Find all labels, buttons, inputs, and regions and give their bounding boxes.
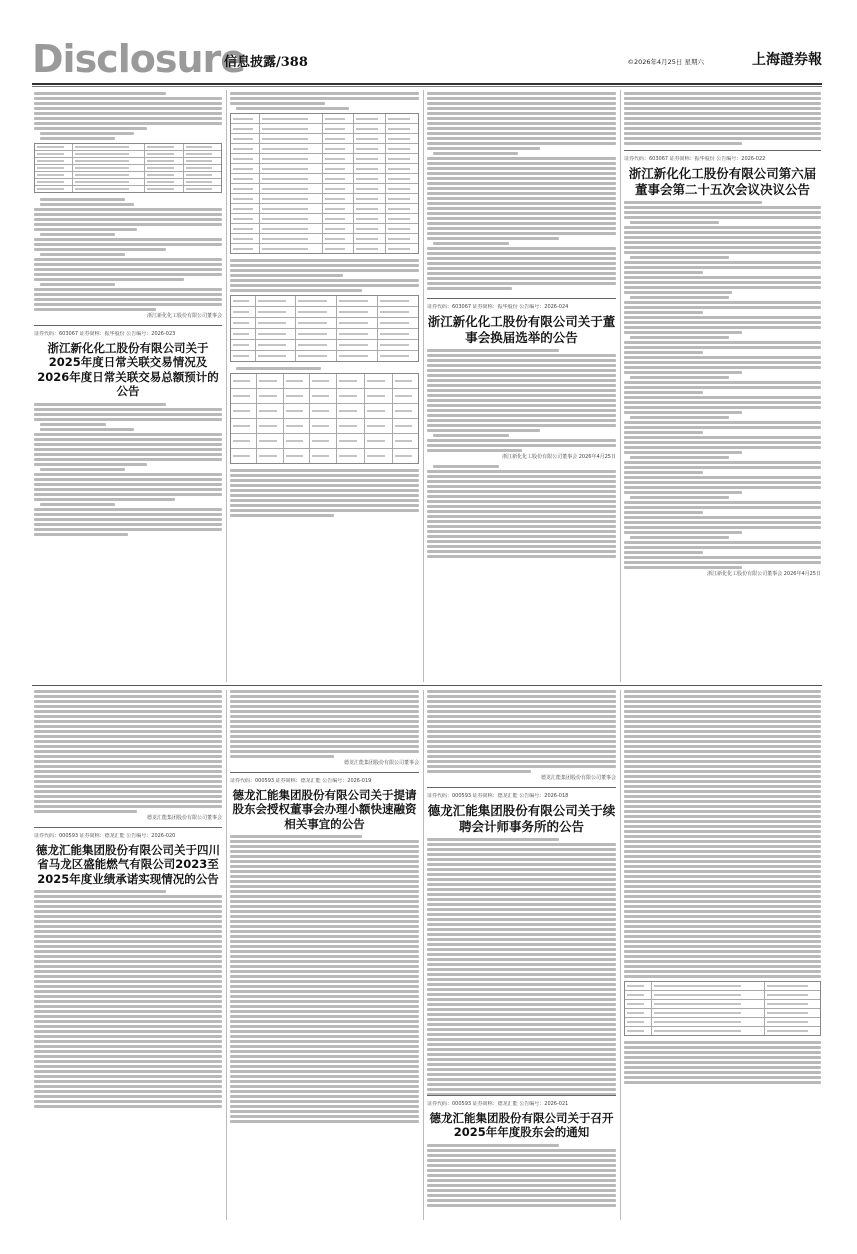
column-divider (226, 90, 227, 682)
announcement-title: 浙江新化化工股份有限公司关于董事会换届选举的公告 (427, 314, 616, 345)
announcement-title: 德龙汇能集团股份有限公司关于四川省马龙区盛能燃气有限公司2023至2025年度业绩承诺实现情况的公告 (36, 843, 220, 886)
column-divider (620, 690, 621, 1220)
upper-column-2 (230, 92, 419, 682)
announcement-info: 证券代码：000593 证券简称：德龙汇能 公告编号：2026-019 (230, 778, 372, 784)
announcement-title: 德龙汇能集团股份有限公司关于提请股东会授权董事会办理小额快速融资相关事宜的公告 (232, 788, 417, 831)
related-party-detail-table (230, 373, 419, 464)
newspaper-name: 上海證券報 (752, 52, 822, 68)
signature: 德龙汇能集团股份有限公司董事会 (343, 760, 419, 766)
proposal-table (624, 981, 821, 1036)
column-divider (423, 90, 424, 682)
signature: 德龙汇能集团股份有限公司董事会 (540, 775, 616, 781)
upper-column-1 (34, 92, 222, 682)
signature: 浙江新化化工股份有限公司董事会 2026年4月25日 (707, 571, 821, 578)
announcement-info: 证券代码：603067 证券简称：振华股份 公告编号：2026-023 (34, 331, 176, 337)
lower-column-2 (230, 690, 419, 1220)
announcement-info: 证券代码：000593 证券简称：德龙汇能 公告编号：2026-021 (427, 1101, 569, 1107)
column-divider (226, 690, 227, 1220)
announcement-title: 浙江新化化工股份有限公司第六届董事会第二十五次会议决议公告 (628, 166, 817, 197)
announcement-title: 浙江新化化工股份有限公司关于2025年度日常关联交易情况及2026年度日常关联交易总额预计的公告 (37, 341, 219, 399)
signature: 浙江新化化工股份有限公司董事会 (146, 313, 222, 319)
related-transactions-table (34, 143, 222, 193)
lower-column-4 (624, 690, 821, 1220)
issue-date: ©2026年4月25日 星期六 (627, 58, 704, 66)
agm-notice-block (427, 1095, 616, 1220)
lower-column-1 (34, 690, 222, 1220)
announcement-title: 德龙汇能集团股份有限公司关于召开2025年年度股东会的通知 (429, 1111, 614, 1140)
section-divider (32, 685, 822, 686)
announcement-info: 证券代码：000593 证券简称：德龙汇能 公告编号：2026-018 (427, 793, 569, 799)
upper-column-4 (624, 92, 821, 682)
section-title: 信息披露/388 (224, 55, 308, 70)
disclosure-logo: Disclosure (32, 37, 246, 81)
signature: 浙江新化化工股份有限公司董事会 2026年4月25日 (502, 454, 616, 461)
announcement-info: 证券代码：603067 证券简称：振华股份 公告编号：2026-022 (624, 156, 766, 162)
transaction-estimate-table (230, 113, 419, 254)
masthead-rule-thin (32, 86, 822, 87)
related-party-table (230, 295, 419, 362)
announcement-info: 证券代码：000593 证券简称：德龙汇能 公告编号：2026-020 (34, 833, 176, 839)
announcement-title: 德龙汇能集团股份有限公司关于续聘会计师事务所的公告 (427, 803, 616, 834)
column-divider (620, 90, 621, 682)
upper-column-3 (427, 92, 616, 682)
signature: 德龙汇能集团股份有限公司董事会 (146, 815, 222, 821)
masthead (32, 37, 822, 82)
column-divider (423, 690, 424, 1220)
announcement-info: 证券代码：603067 证券简称：振华股份 公告编号：2026-024 (427, 304, 569, 310)
masthead-rule (32, 83, 822, 85)
